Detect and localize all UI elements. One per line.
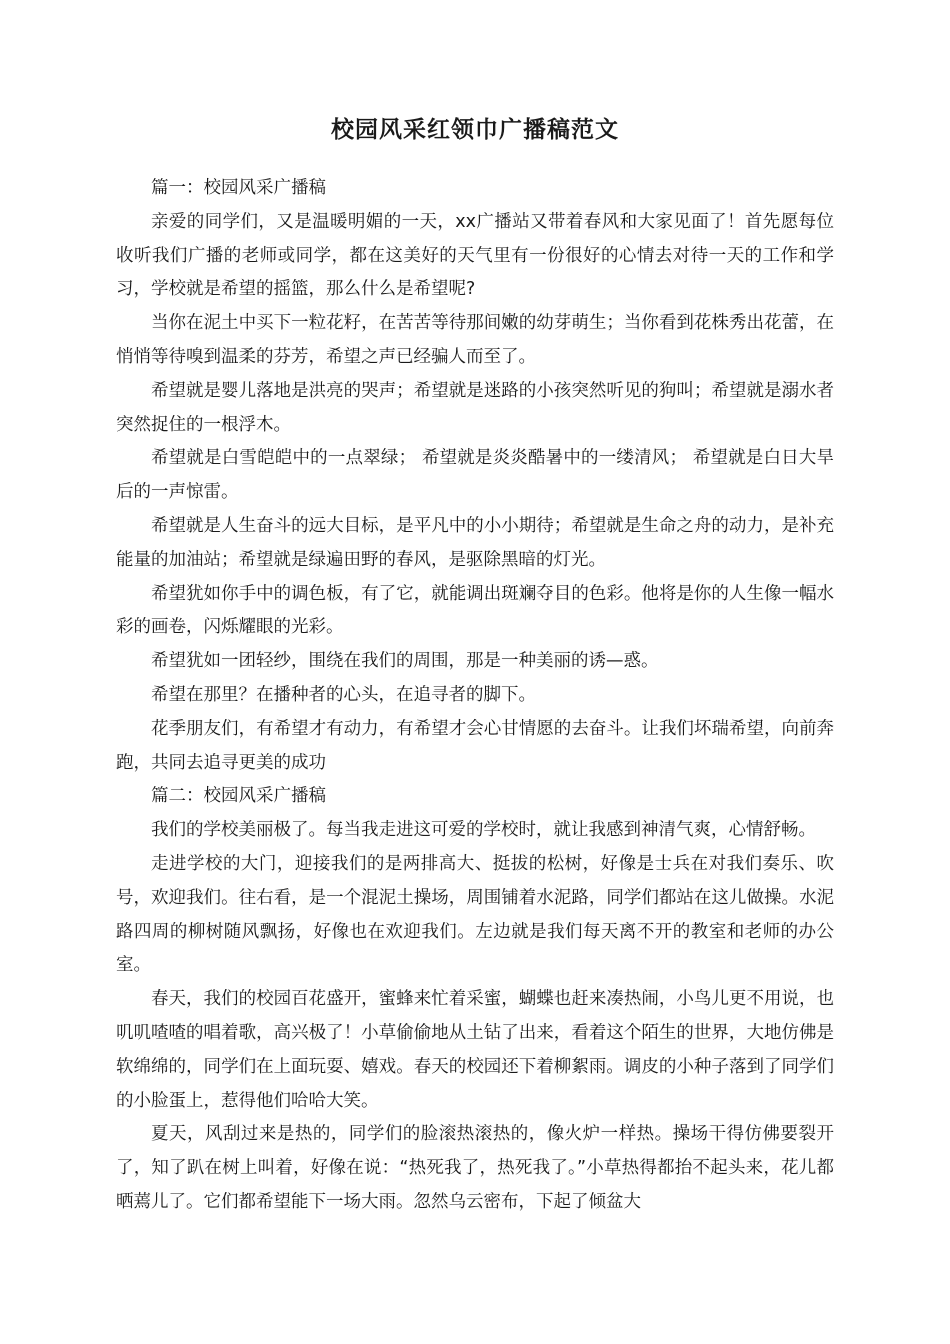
paragraph: 花季朋友们，有希望才有动力，有希望才会心甘情愿的去奋斗。让我们坏瑞希望，向前奔跑，共同去追寻更美的成功 (116, 718, 834, 773)
paragraph: 夏天，风刮过来是热的，同学们的脸滚热滚热的，像火炉一样热。操场干得仿佛要裂开了，知了趴在树上叫着，好像在说：“热死我了，热死我了。”小草热得都抬不起头来，花儿都晒蔫儿了。它们都希望能下一场大雨。忽然乌云密布，下起了倾盆大 (116, 1124, 834, 1212)
paragraph: 希望在那里？在播种者的心头，在追寻者的脚下。 (151, 684, 536, 705)
paragraph: 亲爱的同学们，又是温暖明媚的一天，xx广播站又带着春风和大家见面了！首先愿每位收听我们广播的老师或同学，都在这美好的天气里有一份很好的心情去对待一天的工作和学习，学校就是希望的摇篮，那么什么是希望呢? (116, 211, 834, 300)
paragraph: 我们的学校美丽极了。每当我走进这可爱的学校时，就让我感到神清气爽，心情舒畅。 (151, 820, 816, 841)
document-body (116, 172, 834, 1220)
paragraph: 希望就是人生奋斗的远大目标，是平凡中的小小期待；希望就是生命之舟的动力，是补充能量的加油站；希望就是绿遍田野的春风，是驱除黑暗的灯光。 (116, 515, 834, 570)
document-title: 校园风采红领巾广播稿范文 (331, 117, 619, 143)
paragraph: 希望就是白雪皑皑中的一点翠绿； 希望就是炎炎酷暑中的一缕清风； 希望就是白日大旱后的一声惊雷。 (116, 448, 834, 503)
section-heading: 篇二：校园风采广播稿 (151, 786, 326, 807)
paragraph: 春天，我们的校园百花盛开，蜜蜂来忙着采蜜，蝴蝶也赶来凑热闹，小鸟儿更不用说，也叽叽喳喳的唱着歌，高兴极了！小草偷偷地从土钻了出来，看着这个陌生的世界，大地仿佛是软绵绵的，同学们在上面玩耍、嬉戏。春天的校园还下着柳絮雨。调皮的小种子落到了同学们的小脸蛋上，惹得他们哈哈大笑。 (116, 989, 834, 1111)
paragraph: 希望犹如一团轻纱，围绕在我们的周围，那是一种美丽的诱—惑。 (151, 651, 659, 672)
paragraph: 希望犹如你手中的调色板，有了它，就能调出斑斓夺目的色彩。他将是你的人生像一幅水彩的画卷，闪烁耀眼的光彩。 (116, 583, 834, 638)
paragraph: 当你在泥土中买下一粒花籽，在苦苦等待那间嫩的幼芽萌生；当你看到花株秀出花蕾，在悄悄等待嗅到温柔的芬芳，希望之声已经骗人而至了。 (116, 313, 834, 367)
section-heading: 篇一：校园风采广播稿 (151, 178, 326, 198)
paragraph: 希望就是婴儿落地是洪亮的哭声；希望就是迷路的小孩突然听见的狗叫；希望就是溺水者突然捉住的一根浮木。 (116, 380, 834, 435)
paragraph: 走进学校的大门，迎接我们的是两排高大、挺拔的松树，好像是士兵在对我们奏乐、吹号，欢迎我们。往右看，是一个混泥土操场，周围铺着水泥路，同学们都站在这儿做操。水泥路四周的柳树随风飘扬，好像也在欢迎我们。左边就是我们每天离不开的教室和老师的办公室。 (116, 853, 834, 976)
